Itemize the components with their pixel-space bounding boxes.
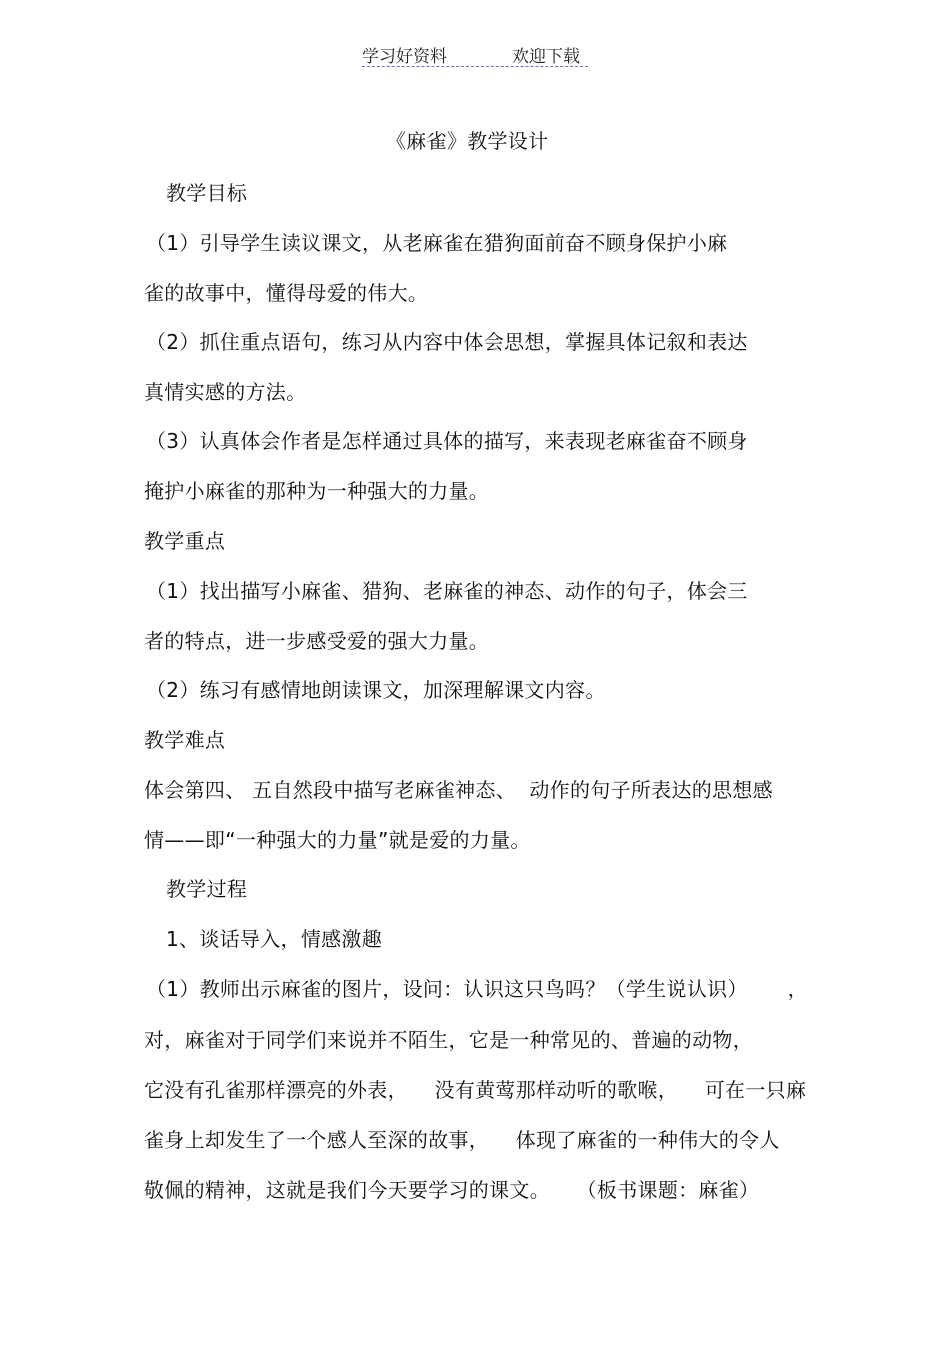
paragraph-line: 真情实感的方法。 <box>144 380 307 404</box>
page-header <box>362 40 588 67</box>
section-heading-key-points: 教学重点 <box>144 529 226 553</box>
paragraph-line: （1）教师出示麻雀的图片，设问：认识这只鸟吗？（学生说认识） ， <box>146 977 808 1001</box>
step-heading: 1、谈话导入，情感激趣 <box>166 927 383 951</box>
paragraph-line: 它没有孔雀那样漂亮的外表， 没有黄莺那样动听的歌喉， 可在一只麻 <box>144 1078 807 1102</box>
paragraph-line: 体会第四、 五自然段中描写老麻雀神态、 动作的句子所表达的思想感 <box>144 778 773 802</box>
paragraph-line: 雀身上却发生了一个感人至深的故事， 体现了麻雀的一种伟大的令人 <box>144 1128 780 1152</box>
header-right-text: 欢迎下载 <box>512 47 580 67</box>
section-heading-process: 教学过程 <box>166 877 248 901</box>
header-left-text: 学习好资料 <box>362 47 447 67</box>
paragraph-line: 掩护小麻雀的那种为一种强大的力量。 <box>144 479 490 503</box>
paragraph-line: 对，麻雀对于同学们来说并不陌生，它是一种常见的、普遍的动物， <box>144 1028 753 1052</box>
section-heading-difficulties: 教学难点 <box>144 728 226 752</box>
paragraph-line: 雀的故事中，懂得母爱的伟大。 <box>144 281 429 305</box>
paragraph-line: （2）抓住重点语句，练习从内容中体会思想，掌握具体记叙和表达 <box>146 330 748 354</box>
paragraph-line: （1）找出描写小麻雀、猎狗、老麻雀的神态、动作的句子，体会三 <box>146 579 748 603</box>
paragraph-line: （1）引导学生读议课文，从老麻雀在猎狗面前奋不顾身保护小麻 <box>146 231 728 255</box>
paragraph-line: 者的特点，进一步感受爱的强大力量。 <box>144 629 490 653</box>
paragraph-line: （2）练习有感情地朗读课文，加深理解课文内容。 <box>146 678 606 702</box>
paragraph-line: 敬佩的精神，这就是我们今天要学习的课文。 （板书课题：麻雀） <box>144 1178 760 1202</box>
paragraph-line: 情——即“一种强大的力量”就是爱的力量。 <box>144 828 531 852</box>
section-heading-objectives: 教学目标 <box>166 181 248 205</box>
paragraph-line: （3）认真体会作者是怎样通过具体的描写，来表现老麻雀奋不顾身 <box>146 429 748 453</box>
document-title: 《麻雀》教学设计 <box>386 129 549 153</box>
